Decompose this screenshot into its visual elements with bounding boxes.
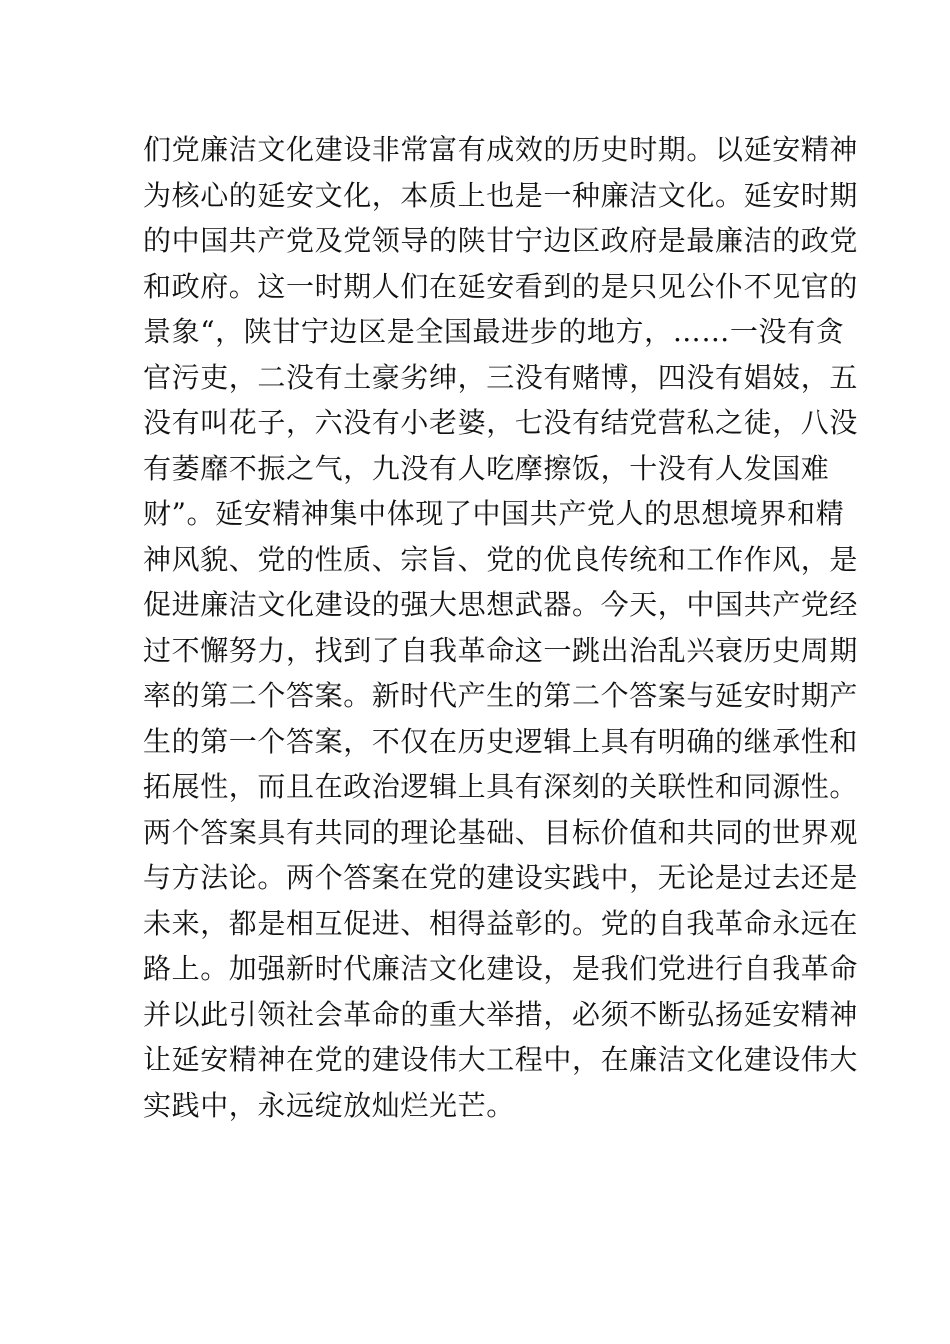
text-line: 没有叫花子，六没有小老婆，七没有结党营私之徒，八没 [143, 406, 859, 439]
text-line: 率的第二个答案。新时代产生的第二个答案与延安时期产 [143, 679, 859, 712]
text-line: 财”。延安精神集中体现了中国共产党人的思想境界和精 [143, 497, 845, 530]
text-line: 过不懈努力，找到了自我革命这一跳出治乱兴衰历史周期 [143, 633, 859, 667]
text-line: 促进廉洁文化建设的强大思想武器。今天，中国共产党经 [143, 588, 859, 621]
text-line: 们党廉洁文化建设非常富有成效的历史时期。以延安精神 [143, 133, 859, 166]
text-line: 的中国共产党及党领导的陕甘宁边区政府是最廉洁的政党 [143, 224, 859, 257]
text-line: 和政府。这一时期人们在延安看到的是只见公仆不见官的 [143, 269, 859, 303]
body-paragraph [143, 127, 859, 1128]
text-line: 为核心的延安文化，本质上也是一种廉洁文化。延安时期 [143, 178, 859, 212]
text-line: 景象“，陕甘宁边区是全国最进步的地方，……一没有贪 [143, 315, 845, 348]
text-line: 拓展性，而且在政治逻辑上具有深刻的关联性和同源性。 [143, 770, 859, 803]
text-line: 路上。加强新时代廉洁文化建设，是我们党进行自我革命 [143, 952, 859, 985]
text-line: 生的第一个答案，不仅在历史逻辑上具有明确的继承性和 [143, 724, 859, 758]
text-line: 未来，都是相互促进、相得益彰的。党的自我革命永远在 [143, 906, 859, 940]
text-line: 两个答案具有共同的理论基础、目标价值和共同的世界观 [143, 815, 859, 849]
text-line: 有萎靡不振之气，九没有人吃摩擦饭，十没有人发国难 [143, 451, 830, 485]
text-line: 官污吏，二没有土豪劣绅，三没有赌博，四没有娼妓，五 [143, 360, 859, 394]
text-line: 让延安精神在党的建设伟大工程中，在廉洁文化建设伟大 [143, 1043, 859, 1076]
text-line: 与方法论。两个答案在党的建设实践中，无论是过去还是 [143, 861, 859, 894]
text-line: 并以此引领社会革命的重大举措，必须不断弘扬延安精神 [143, 997, 859, 1031]
text-line: 实践中，永远绽放灿烂光芒。 [143, 1088, 515, 1122]
text-line: 神风貌、党的性质、宗旨、党的优良传统和工作作风，是 [143, 542, 859, 576]
